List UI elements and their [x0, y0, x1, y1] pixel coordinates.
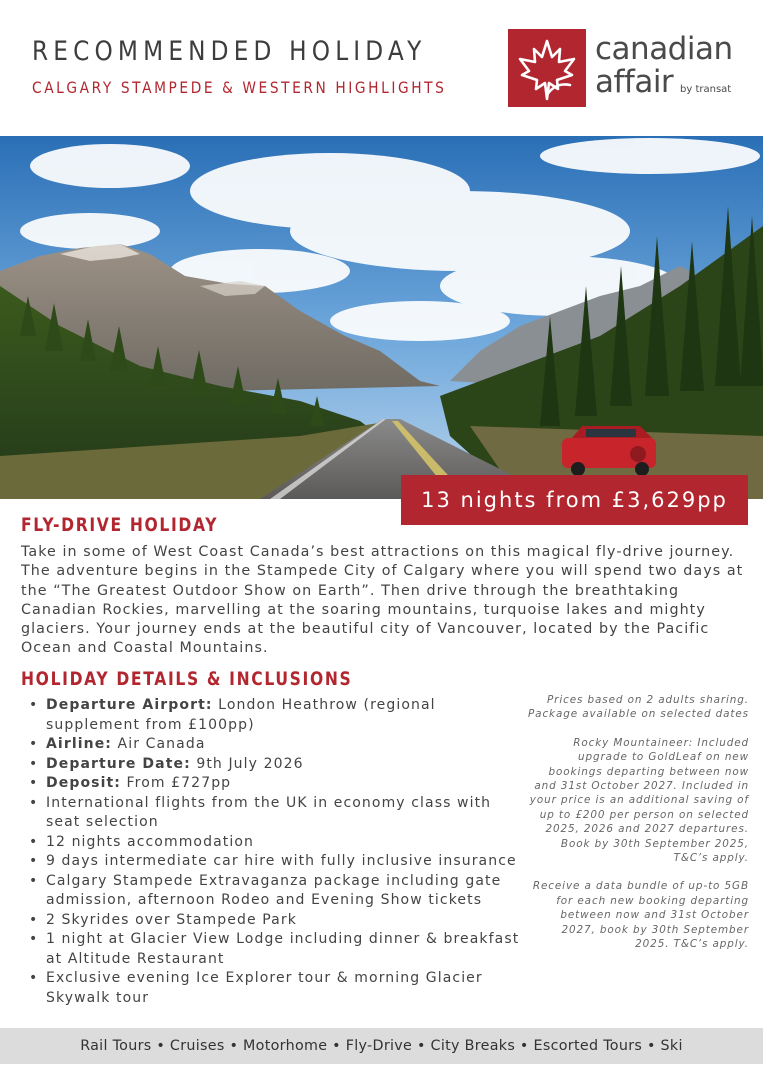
item-text: Calgary Stampede Extravaganza package including gate admission, afternoon Rodeo and Evening Show tickets — [46, 872, 502, 908]
brand-logo — [508, 29, 738, 107]
footer-categories: Rail Tours • Cruises • Motorhome • Fly-Drive • City Breaks • Escorted Tours • Ski — [0, 1028, 763, 1064]
maple-leaf-icon — [508, 29, 586, 107]
side-notes — [528, 693, 749, 966]
item-text: 9th July 2026 — [190, 755, 304, 772]
item-text: London Heathrow (regional supplement from £100pp) — [46, 697, 436, 733]
item-label: Airline: — [46, 736, 112, 752]
page-title: RECOMMENDED HOLIDAY — [32, 36, 427, 67]
item-text: From £727pp — [120, 775, 232, 791]
logo-wordmark-line2: affair — [595, 64, 674, 100]
page-subtitle: CALGARY STAMPEDE & WESTERN HIGHLIGHTS — [32, 78, 447, 97]
item-text: International flights from the UK in economy class with seat selection — [46, 794, 492, 830]
inclusions-list — [27, 696, 527, 1008]
note-prices: Prices based on 2 adults sharing. Package available on selected dates — [528, 694, 749, 721]
list-item — [27, 930, 527, 969]
list-item — [27, 774, 527, 794]
item-text: 12 nights accommodation — [46, 833, 254, 850]
list-item — [27, 755, 527, 775]
item-label: Departure Date: — [46, 755, 191, 772]
list-item — [27, 911, 527, 931]
header — [0, 0, 763, 136]
item-text: 2 Skyrides over Stampede Park — [46, 911, 297, 928]
logo-wordmark-line1: canadian — [595, 31, 733, 67]
logo-byline: by transat — [680, 84, 732, 95]
price-badge: 13 nights from £3,629pp — [401, 475, 748, 525]
item-label: Departure Airport: — [46, 697, 213, 713]
item-text: Air Canada — [112, 736, 206, 752]
list-item — [27, 794, 527, 833]
hero-image — [0, 136, 763, 499]
list-item — [27, 735, 527, 755]
note-data-bundle: Receive a data bundle of up-to 5GB for each new booking departing between now and 31st October 2027, book by 30th September 2025. T&C’s apply. — [532, 880, 749, 951]
details-heading: HOLIDAY DETAILS & INCLUSIONS — [21, 668, 353, 690]
intro-paragraph: Take in some of West Coast Canada’s best attractions on this magical fly-drive journey. The adventure begins in the Stampede City of Calgary where you will spend two days at the “The Greatest Outdoor Show on Earth”. Then drive through the breathtaking Canadian Rockies, marvelling at the soaring mountains, turquoise lakes and mighty glaciers. Your journey ends at the beautiful city of Vancouver, located by the Pacific Ocean and Coastal Mountains. — [21, 544, 744, 657]
item-text: 1 night at Glacier View Lodge including dinner & breakfast at Altitude Restaurant — [46, 931, 520, 967]
item-text: 9 days intermediate car hire with fully inclusive insurance — [46, 853, 517, 869]
list-item — [27, 833, 527, 853]
mountain-road-photo — [0, 136, 763, 499]
list-item — [27, 852, 527, 872]
list-item — [27, 872, 527, 911]
item-label: Deposit: — [46, 775, 121, 791]
note-rocky-mountaineer: Rocky Mountaineer: Included upgrade to GoldLeaf on new bookings departing between now and 31st October 2027. Included in your price is an additional saving of up to £200 per person on selected 2025, 2026 and 2027 departures. Book by 30th September 2025, T&C’s apply. — [529, 736, 749, 865]
intro-heading: FLY-DRIVE HOLIDAY — [21, 514, 219, 536]
list-item — [27, 969, 527, 1008]
list-item — [27, 696, 527, 735]
item-text: Exclusive evening Ice Explorer tour & morning Glacier Skywalk tour — [46, 970, 483, 1006]
